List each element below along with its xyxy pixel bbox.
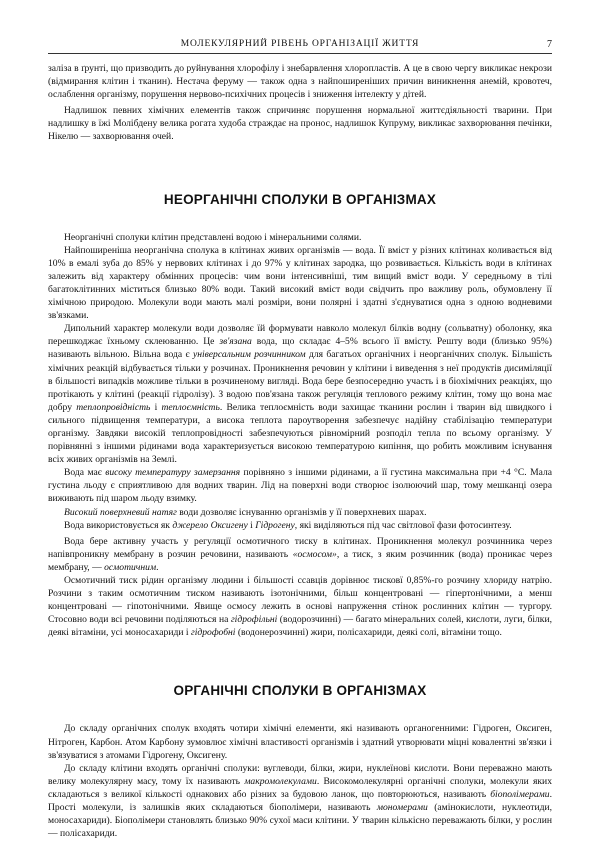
- paragraph: До складу клітини входять органічні сполуки: вуглеводи, білки, жири, нуклеїнові кислоти. Вони переважно мають велику молекулярну масу, тому їх називають макромолекулами. Високомолекулярні органічні сполуки, молекули яких складаються з великої кількості однакових або різних за будовою ланок, що повторюються, називають біополімерами. Прості молекули, із залишків яких складаються біополімери, називають мономерами (амінокислоти, нуклеотиди, моносахариди). Біополімери становлять близько 90% сухої маси клітини. У тварин кількісно переважають білки, у рослин — полісахариди.: [48, 762, 553, 840]
- paragraph: Дипольний характер молекули води дозволяє їй формувати навколо молекул білків водну (сольватну) оболонку, яка перешкоджає їхньому склеюванню. Це зв'язана вода, що складає 4–5% всього її вмісту. Решту води (близько 95%) називають вільною. Вільна вода є універсальним розчинником для багатьох органічних і неорганічних сполук. Більшість хімічних реакцій відбувається тільки у розчинах. Проникнення речовин у клітини і виведення з неї продуктів дисиміляції в більшості випадків можливе тільки в розчиненому вигляді. Вода бере безпосередню участь і в біохімічних реакціях, що протікають у клітині (реакції гідролізу). З водою пов'язана також регуляція теплового режиму клітин, тому що вона має добру теплопровідність і теплоємність. Велика теплоємність води захищає тканини рослин і тварин від швидкого і сильного підвищення температури, а висока теплота пароутворення забезпечує надійну стабілізацію температури організму. Завдяки високій теплопровідності забезпечуються рівномірний розподіл тепла по всьому організму. У порівнянні з іншими рідинами вода характеризується високою температурою кипіння, що робить можливим існування всіх живих організмів на Землі.: [48, 323, 553, 466]
- paragraph: Надлишок певних хімічних елементів також спричиняє порушення нормальної життєдіяльності тварини. При надлишку в їжі Молібдену велика рогата худоба страждає на пронос, надлишок Купруму, викликає захворювання печінки, Нікелю — захворювання очей.: [48, 105, 552, 143]
- paragraph: Неорганічні сполуки клітин представлені водою і мінеральними солями.: [64, 231, 362, 243]
- paragraph: Вода використовується як джерело Оксигену і Гідрогену, які виділяються під час світлової фази фотосинтезу.: [64, 519, 512, 531]
- paragraph: Осмотичний тиск рідин організму людини і більшості ссавців дорівнює тисковї 0,85%-го розчину хлориду натрію. Розчини з таким осмотичним тиском називають ізотонічними, більш концентровані — гіпертонічними, а менш концентровані — гіпотонічними. Явище осмосу лежить в основі напруження стінок рослинних клітин — тургору. Стосовно води всі речовини поділяються на гідрофільні (водорозчинні) — багато мінеральних солей, кислоти, луги, білки, деякі вітаміни, усі моносахариди і гідрофобні (водонерозчинні) жири, полісахариди, деякі солі, вітаміни тощо.: [48, 575, 553, 639]
- page-number: 7: [547, 39, 552, 50]
- header-rule: [48, 53, 552, 54]
- paragraph: До складу органічних сполук входять чотири хімічні елементи, які називають органогенними: Гідроген, Оксиген, Нітроген, Карбон. Атом Карбону зумовлює хімічні властивості організмів і здатний утворювати міцні ковалентні зв'язки і зв'язуватися з атомами Гідрогену, Оксигену.: [48, 723, 552, 761]
- section-heading-inorganic: НЕОРГАНІЧНІ СПОЛУКИ В ОРГАНІЗМАХ: [163, 191, 437, 207]
- running-title: МОЛЕКУЛЯРНИЙ РІВЕНЬ ОРГАНІЗАЦІЇ ЖИТТЯ: [180, 39, 420, 49]
- section-heading-organic: ОРГАНІЧНІ СПОЛУКИ В ОРГАНІЗМАХ: [173, 683, 427, 699]
- page-body: [48, 62, 552, 840]
- paragraph: заліза в ґрунті, що призводить до руйнування хлорофілу і знебарвлення хлоропластів. А це в свою чергу викликає некрози (відмирання клітин і тканин). Нестача феруму — також одна з найпоширеніших причин виникнення анемій, кровотеч, ослаблення організму, порушення нервово-психічних процесів і зниження інтелекту у дітей.: [48, 63, 552, 101]
- paragraph: Високий поверхневий натяг води дозволяє існуванню організмів у її поверхневих шарах.: [64, 506, 427, 518]
- running-header: [48, 39, 552, 53]
- paragraph: Найпоширеніша неорганічна сполука в клітинах живих організмів — вода. Її вміст у різних клітинах коливається від 10% в емалі зуба до 85% у нервових клітинах і до 97% у клітинах зародка, що розвивається. Кількість води в клітинах залежить від характеру обмінних процесів: чим вони інтенсивніші, тим вищий вміст води. У середньому в тілі багатоклітинних міститься близько 80% води. Такий високий вміст води свідчить про важливу роль, обумовлену її хімічною природою. Молекули води мають малі розміри, вони полярні і здатні з'єднуватися одна з одною водневими зв'язками.: [48, 244, 552, 322]
- paragraph: Вода бере активну участь у регуляції осмотичного тиску в клітинах. Проникнення молекул розчинника через напівпроникну мембрану в розчин речовини, називають «осмосом», а тиск, з яким розчинник (вода) проникає через мембрану, — осмотичним.: [48, 535, 552, 573]
- paragraph: Вода має високу температуру замерзання порівняно з іншими рідинами, а її густина максимальна при +4 °С. Мала густина льоду є сприятливою для водних тварин. Лід на поверхні води створює ізолюючий шар, тому мешканці озера виживають під шаром льоду взимку.: [48, 467, 552, 505]
